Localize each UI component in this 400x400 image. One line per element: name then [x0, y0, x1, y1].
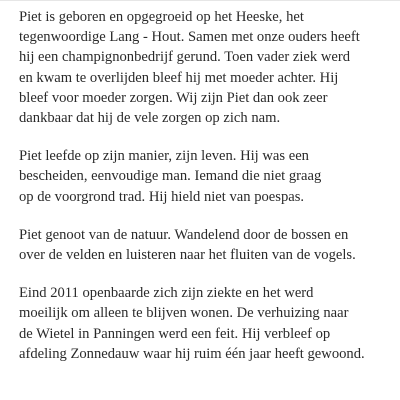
text-line: moeilijk om alleen te blijven wonen. De verhuizing naar [19, 305, 349, 322]
text-line: Piet genoot van de natuur. Wandelend door de bossen en [19, 226, 349, 243]
text-line: dankbaar dat hij de vele zorgen op zich nam. [19, 110, 281, 127]
text-line: hij een champignonbedrijf gerund. Toen vader ziek werd [19, 49, 351, 66]
text-line: en kwam te overlijden bleef hij met moeder achter. Hij [19, 69, 339, 86]
paragraph-character [19, 146, 400, 207]
memorial-text [19, 7, 400, 364]
paragraph-illness [19, 283, 400, 364]
text-line: afdeling Zonnedauw waar hij ruim één jaar heeft gewoond. [19, 345, 365, 362]
text-line: bleef voor moeder zorgen. Wij zijn Piet dan ook zeer [19, 89, 328, 106]
paragraph-youth [19, 7, 400, 128]
text-line: Eind 2011 openbaarde zich zijn ziekte en het werd [19, 285, 314, 302]
text-line: de Wietel in Panningen werd een feit. Hij verbleef op [19, 325, 331, 342]
text-line: Piet is geboren en opgegroeid op het Heeske, het [19, 9, 304, 25]
paragraph-nature [19, 225, 400, 265]
text-line: tegenwoordige Lang - Hout. Samen met onze ouders heeft [19, 29, 360, 46]
text-line: over de velden en luisteren naar het fluiten van de vogels. [19, 247, 356, 264]
text-line: bescheiden, eenvoudige man. Iemand die niet graag [19, 168, 322, 185]
text-line: op de voorgrond trad. Hij hield niet van poespas. [19, 188, 305, 205]
text-line: Piet leefde op zijn manier, zijn leven. Hij was een [19, 148, 309, 165]
